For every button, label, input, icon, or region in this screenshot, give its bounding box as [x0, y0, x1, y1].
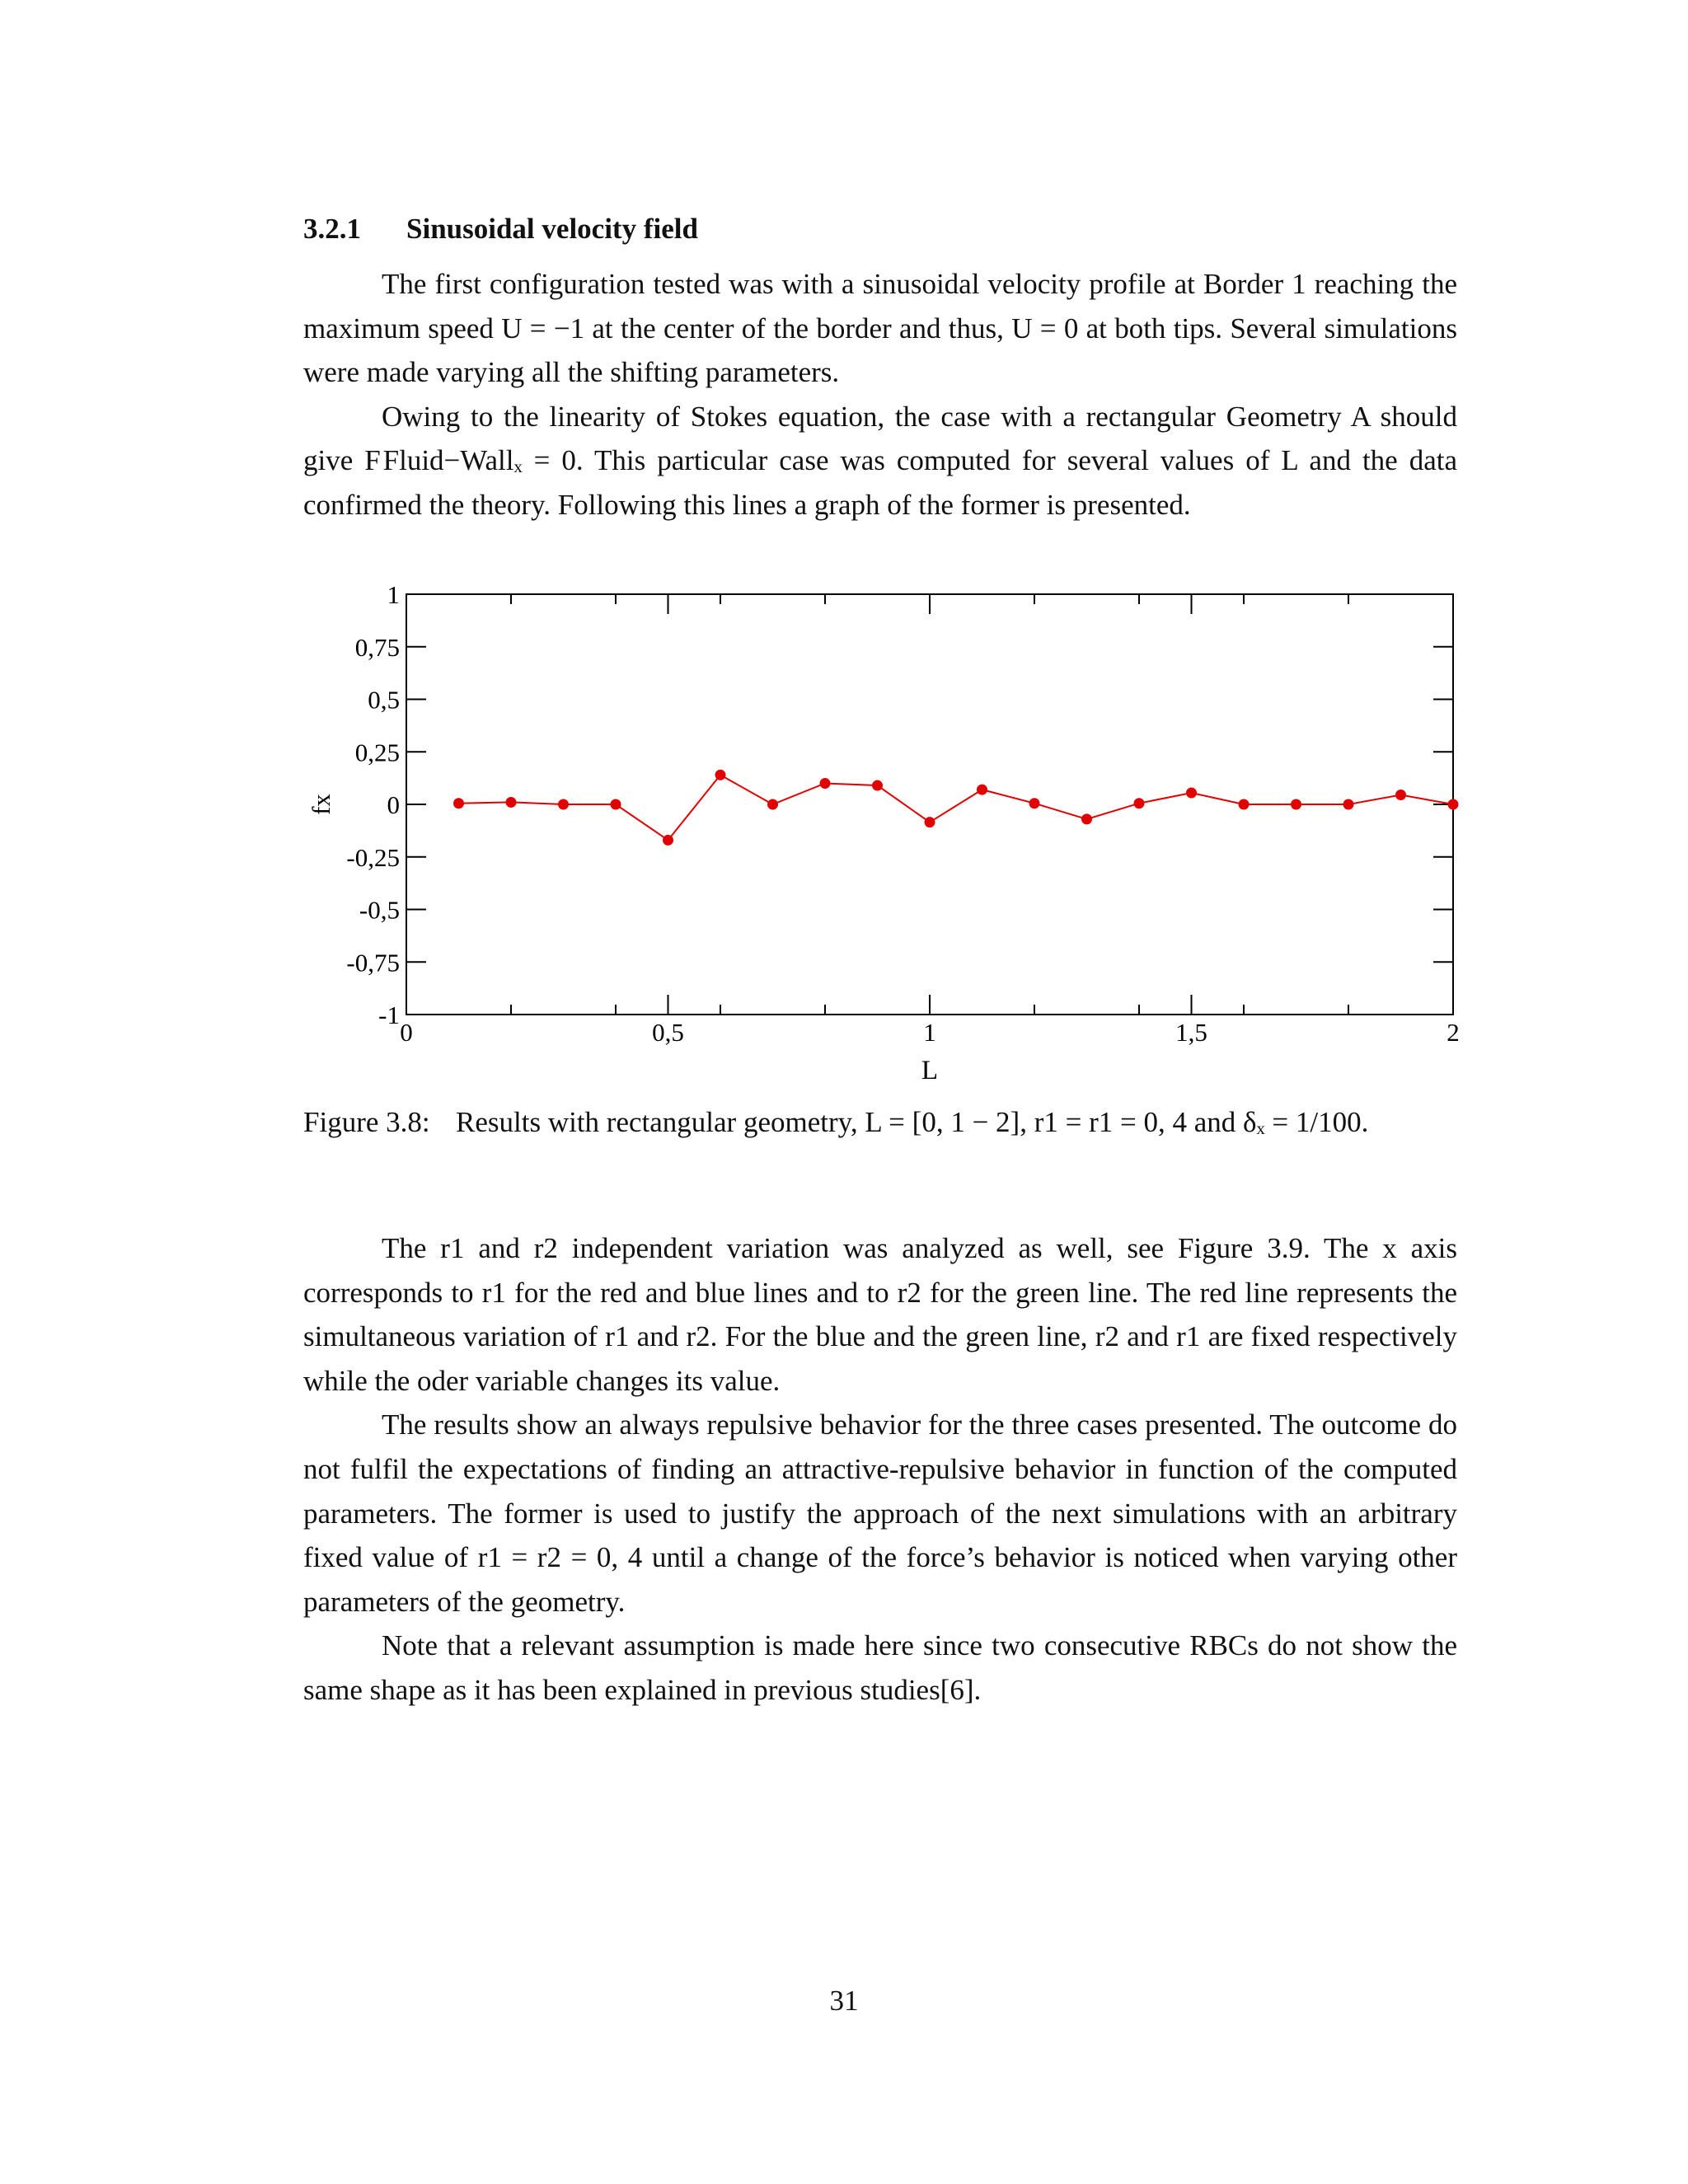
caption-text: Results with rectangular geometry, L = [0, 1 − 2], r1 = r1 = 0, 4 and δₓ = 1/100. — [456, 1106, 1369, 1138]
data-point — [558, 799, 569, 810]
y-tick-label: -1 — [378, 1001, 400, 1029]
data-point — [1081, 813, 1092, 824]
data-point — [1395, 790, 1406, 800]
data-point — [453, 798, 464, 808]
figure-chart — [297, 577, 1467, 1088]
data-point — [820, 778, 831, 789]
y-tick-label: -0,5 — [359, 895, 400, 925]
data-point — [506, 797, 517, 808]
body-text-top — [303, 262, 1457, 527]
caption-label: Figure 3.8: — [303, 1106, 430, 1138]
data-point — [1291, 799, 1301, 810]
x-tick-label: 0 — [400, 1018, 413, 1047]
paragraph: The r1 and r2 independent variation was analyzed as well, see Figure 3.9. The x axis corresponds to r1 for the red and blue lines and to r2 for the green line. The red line represents the simultaneous variation of r1 and r2. For the blue and the green line, r2 and r1 are fixed respectively while the oder variable changes its value. — [303, 1232, 1457, 1397]
x-axis-label: L — [921, 1056, 939, 1085]
paragraph: The results show an always repulsive behavior for the three cases presented. The outcome do not fulfil the expectations of finding an attractive-repulsive behavior in function of the computed parameters. The former is used to justify the approach of the next simulations with an arbitrary fixed value of r1 = r2 = 0, 4 until a change of the force’s behavior is noticed when varying other parameters of the geometry. — [303, 1408, 1457, 1618]
data-point — [1239, 799, 1250, 810]
series-line — [459, 775, 1454, 840]
y-tick-label: 0 — [387, 790, 400, 819]
section-number: 3.2.1 — [303, 213, 361, 245]
data-point — [872, 780, 883, 791]
x-tick-label: 1,5 — [1175, 1018, 1207, 1047]
section-title: Sinusoidal velocity field — [406, 213, 698, 245]
data-point — [1448, 799, 1459, 810]
data-point — [715, 770, 726, 780]
y-axis-label: fx — [307, 794, 335, 815]
x-tick-label: 1 — [923, 1018, 936, 1047]
data-point — [1029, 798, 1040, 808]
y-tick-label: 0,5 — [368, 685, 400, 715]
y-tick-label: 1 — [387, 580, 400, 609]
y-tick-label: -0,25 — [346, 842, 400, 872]
section-heading — [303, 213, 698, 246]
data-point — [1134, 798, 1145, 808]
y-tick-label: -0,75 — [346, 948, 400, 977]
data-point — [977, 785, 987, 795]
y-tick-label: 0,75 — [354, 632, 400, 662]
data-point — [925, 817, 935, 827]
x-tick-label: 0,5 — [652, 1018, 684, 1047]
paragraph: The first configuration tested was with a sinusoidal velocity profile at Border 1 reaching the maximum speed U = −1 at the center of the border and thus, U = 0 at both tips. Several simulations were made varying all the shifting parameters. — [303, 268, 1457, 389]
data-point — [663, 835, 673, 846]
paragraph: Owing to the linearity of Stokes equation, the case with a rectangular Geometry A should give F Fluid−Wallₓ = 0. This particular case was computed for several values of L and the data confirmed the theory. Following this lines a graph of the former is presented. — [303, 400, 1457, 521]
line-chart — [297, 577, 1467, 1088]
x-tick-label: 2 — [1447, 1018, 1460, 1047]
figure-caption — [303, 1103, 1457, 1142]
data-point — [1186, 787, 1197, 798]
body-text-bottom — [303, 1226, 1457, 1713]
data-point — [611, 799, 621, 810]
data-point — [767, 799, 778, 810]
page-number: 31 — [829, 1985, 859, 2017]
paragraph: Note that a relevant assumption is made here since two consecutive RBCs do not show the same shape as it has been explained in previous studies[6]. — [303, 1629, 1457, 1706]
data-point — [1343, 799, 1354, 810]
y-tick-label: 0,25 — [354, 738, 400, 767]
